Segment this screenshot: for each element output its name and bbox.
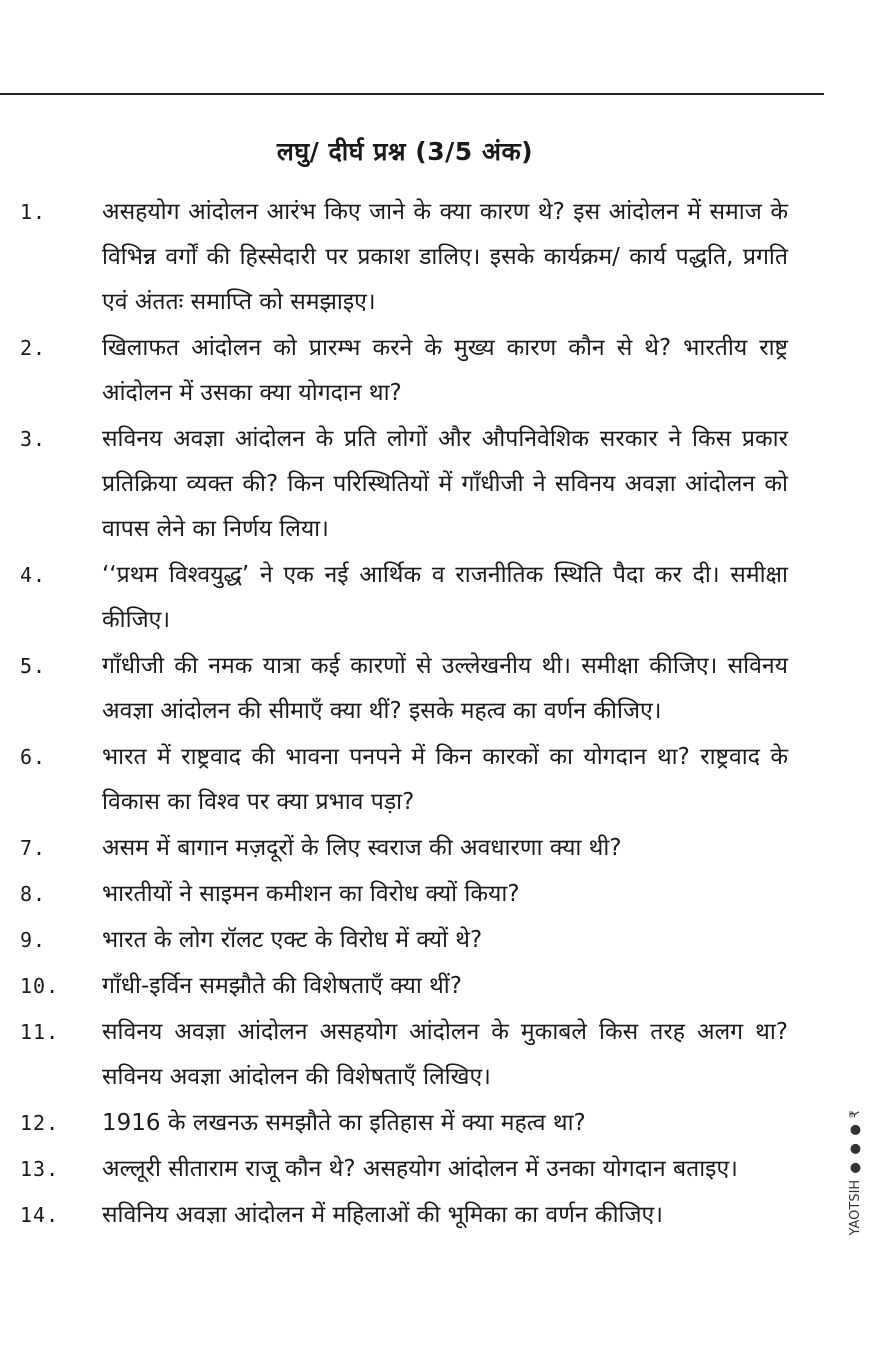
question-item-3	[0, 417, 788, 552]
question-number: 6.	[20, 745, 47, 769]
question-text: गाँधी-इर्विन समझौते की विशेषताएँ क्या थीं?	[102, 973, 462, 999]
margin-side-note	[838, 1110, 878, 1290]
question-number: 5.	[20, 654, 47, 678]
question-item-1	[0, 190, 788, 325]
question-number: 12.	[20, 1111, 60, 1135]
question-number: 4.	[20, 563, 47, 587]
question-item-8	[0, 872, 788, 917]
question-number: 11.	[20, 1020, 60, 1044]
question-item-6	[0, 735, 788, 825]
question-list	[0, 190, 890, 1239]
question-number: 9.	[20, 928, 47, 952]
question-text: भारतीयों ने साइमन कमीशन का विरोध क्यों किया?	[102, 881, 520, 907]
question-item-9	[0, 918, 788, 963]
question-text: भारत के लोग रॉलट एक्ट के विरोध में क्यों थे?	[102, 927, 483, 953]
question-item-11	[0, 1010, 788, 1100]
question-number: 2.	[20, 336, 47, 360]
top-rule	[0, 93, 824, 95]
question-number: 3.	[20, 427, 47, 451]
question-text: भारत में राष्ट्रवाद की भावना पनपने में किन कारकों का योगदान था? राष्ट्रवाद के विकास का विश्व पर क्या प्रभाव पड़ा?	[102, 744, 788, 815]
question-number: 10.	[20, 974, 60, 998]
question-text: असम में बागान मज़दूरों के लिए स्वराज की अवधारणा क्या थी?	[102, 835, 622, 861]
question-text: खिलाफत आंदोलन को प्रारम्भ करने के मुख्य कारण कौन से थे? भारतीय राष्ट्र आंदोलन में उसका क्या योगदान था?	[102, 335, 788, 406]
question-number: 7.	[20, 836, 47, 860]
question-text: सविनय अवज्ञा आंदोलन असहयोग आंदोलन के मुकाबले किस तरह अलग था? सविनय अवज्ञा आंदोलन की विशेषताएँ लिखिए।	[102, 1019, 788, 1090]
question-text: 1916 के लखनऊ समझौते का इतिहास में क्या महत्व था?	[102, 1110, 586, 1136]
question-text: सविनिय अवज्ञा आंदोलन में महिलाओं की भूमिका का वर्णन कीजिए।	[102, 1202, 663, 1228]
question-item-10	[0, 964, 788, 1009]
question-item-4	[0, 553, 788, 643]
question-text: ‘‘प्रथम विश्वयुद्ध’ ने एक नई आर्थिक व राजनीतिक स्थिति पैदा कर दी। समीक्षा कीजिए।	[102, 562, 788, 633]
question-item-5	[0, 644, 788, 734]
question-text: सविनय अवज्ञा आंदोलन के प्रति लोगों और औपनिवेशिक सरकार ने किस प्रकार प्रतिक्रिया व्यक्त की? किन परिस्थितियों में गाँधीजी ने सविनय अवज्ञा आंदोलन को वापस लेने का निर्णय लिया।	[102, 426, 788, 542]
question-number: 1.	[20, 200, 47, 224]
question-number: 13.	[20, 1157, 60, 1181]
question-number: 8.	[20, 882, 47, 906]
side-note-text: YAOTSIH ● ● ● ₹	[848, 1110, 863, 1236]
question-item-13	[0, 1147, 788, 1192]
question-item-7	[0, 826, 788, 871]
question-item-14	[0, 1193, 788, 1238]
page-heading: लघु/ दीर्घ प्रश्न (3/5 अंक)	[276, 137, 534, 166]
question-item-2	[0, 326, 788, 416]
question-item-12	[0, 1101, 788, 1146]
question-text: असहयोग आंदोलन आरंभ किए जाने के क्या कारण थे? इस आंदोलन में समाज के विभिन्न वर्गों की हिस्सेदारी पर प्रकाश डालिए। इसके कार्यक्रम/ कार्य पद्धति, प्रगति एवं अंततः समाप्ति को समझाइए।	[102, 199, 788, 315]
question-text: अल्लूरी सीताराम राजू कौन थे? असहयोग आंदोलन में उनका योगदान बताइए।	[102, 1156, 738, 1182]
question-text: गाँधीजी की नमक यात्रा कई कारणों से उल्लेखनीय थी। समीक्षा कीजिए। सविनय अवज्ञा आंदोलन की सीमाएँ क्या थीं? इसके महत्व का वर्णन कीजिए।	[102, 653, 788, 724]
question-number: 14.	[20, 1203, 60, 1227]
